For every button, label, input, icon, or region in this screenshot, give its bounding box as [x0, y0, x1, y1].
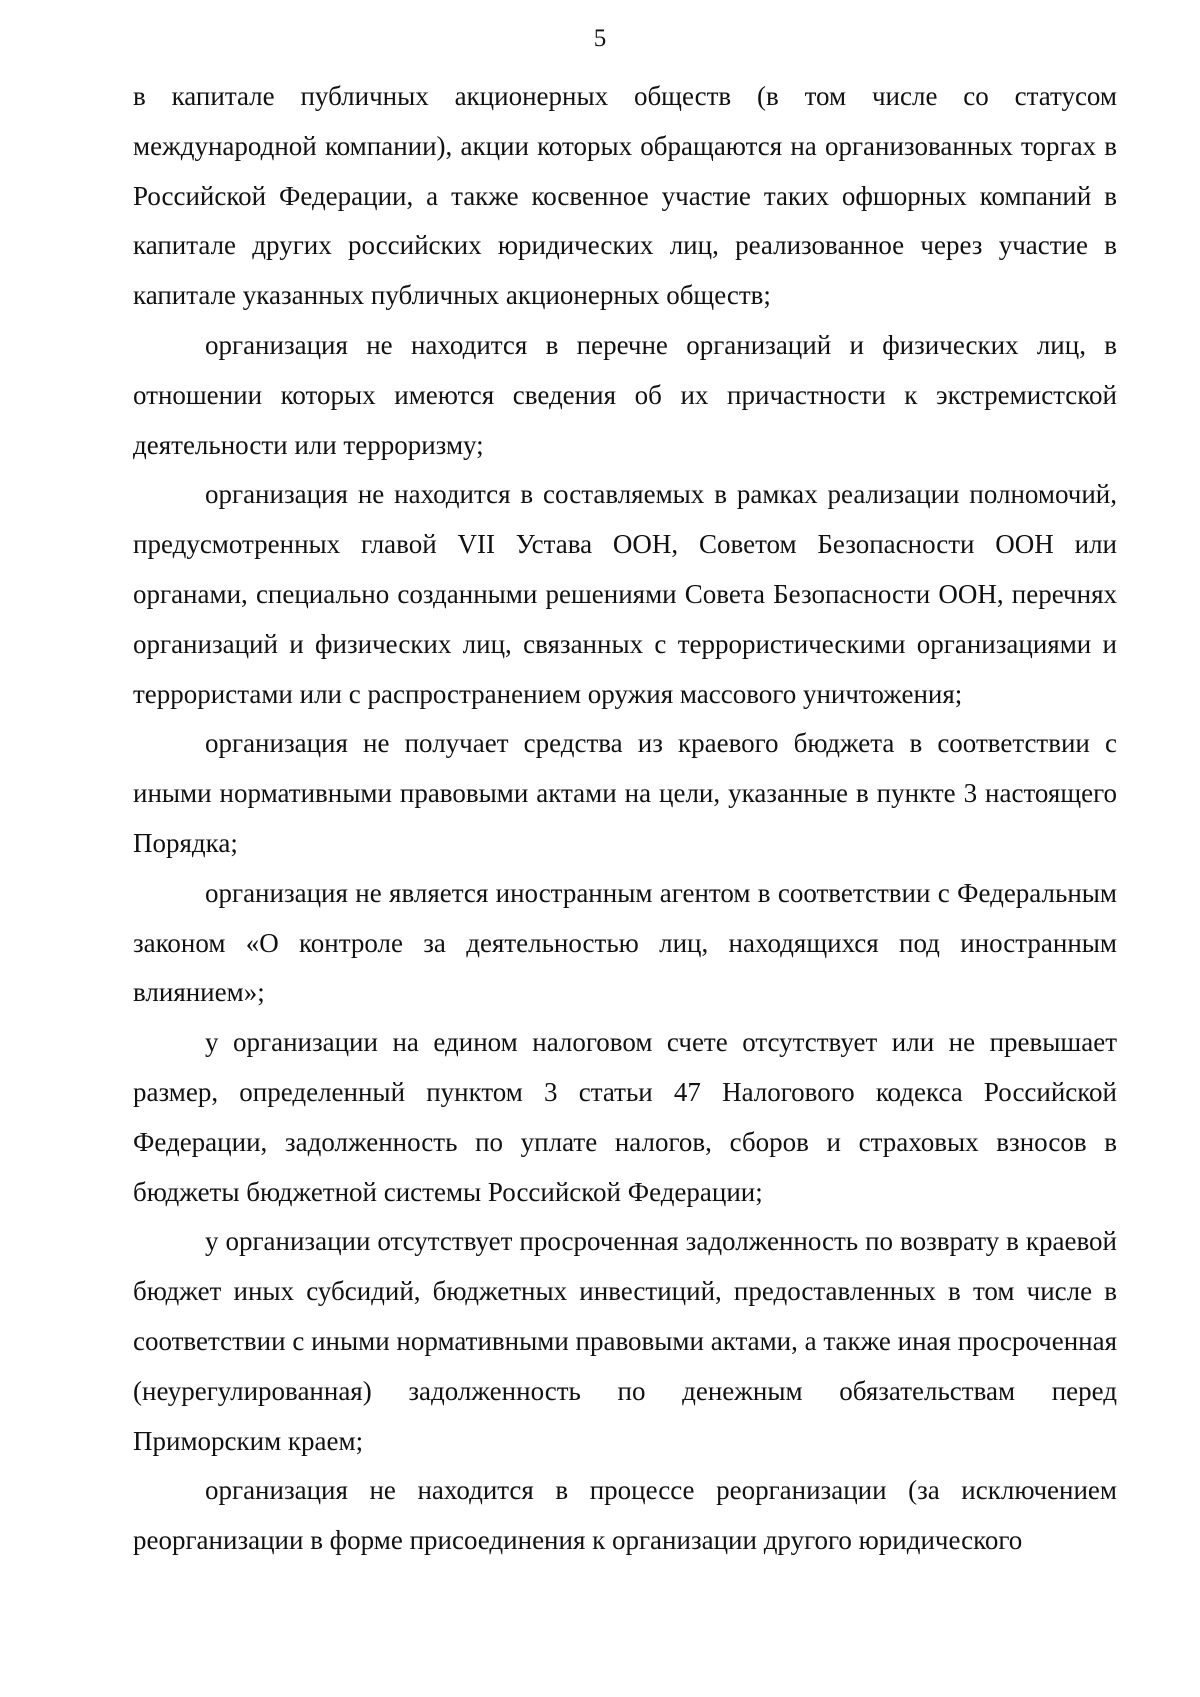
paragraph-8: организация не находится в процессе реорганизации (за исключением реорганизации в форме присоединения к организации другого юридического [133, 1475, 1117, 1556]
paragraph-2: организация не находится в перечне организаций и физических лиц, в отношении которых имеются сведения об их причастности к экстремистской деятельности или терроризму; [133, 329, 1117, 460]
paragraph-3: организация не находится в составляемых в рамках реализации полномочий, предусмотренных главой VII Устава ООН, Советом Безопасности ООН или органами, специально созданными решениями Совета Безопасности ООН, перечнях организаций и физических лиц, связанных с террористическими организациями и террористами или с распространением оружия массового уничтожения; [133, 479, 1117, 709]
document-body [133, 72, 1117, 1566]
page-number: 5 [593, 25, 607, 52]
paragraph-7: у организации отсутствует просроченная задолженность по возврату в краевой бюджет иных субсидий, бюджетных инвестиций, предоставленных в том числе в соответствии с иными нормативными правовыми актами, а также иная просроченная (неурегулированная) задолженность по денежным обязательствам перед Приморским краем; [133, 1226, 1117, 1456]
paragraph-6: у организации на едином налоговом счете отсутствует или не превышает размер, определенный пунктом 3 статьи 47 Налогового кодекса Российской Федерации, задолженность по уплате налогов, сборов и страховых взносов в бюджеты бюджетной системы Российской Федерации; [133, 1027, 1117, 1207]
paragraph-5: организация не является иностранным агентом в соответствии с Федеральным законом «О контроле за деятельностью лиц, находящихся под иностранным влиянием»; [133, 877, 1117, 1008]
paragraph-4: организация не получает средства из краевого бюджета в соответствии с иными нормативными правовыми актами на цели, указанные в пункте 3 настоящего Порядка; [133, 728, 1117, 858]
paragraph-1: в капитале публичных акционерных обществ (в том числе со статусом международной компании), акции которых обращаются на организованных торгах в Российской Федерации, а также косвенное участие таких офшорных компаний в капитале других российских юридических лиц, реализованное через участие в капитале указанных публичных акционерных обществ; [133, 81, 1117, 311]
